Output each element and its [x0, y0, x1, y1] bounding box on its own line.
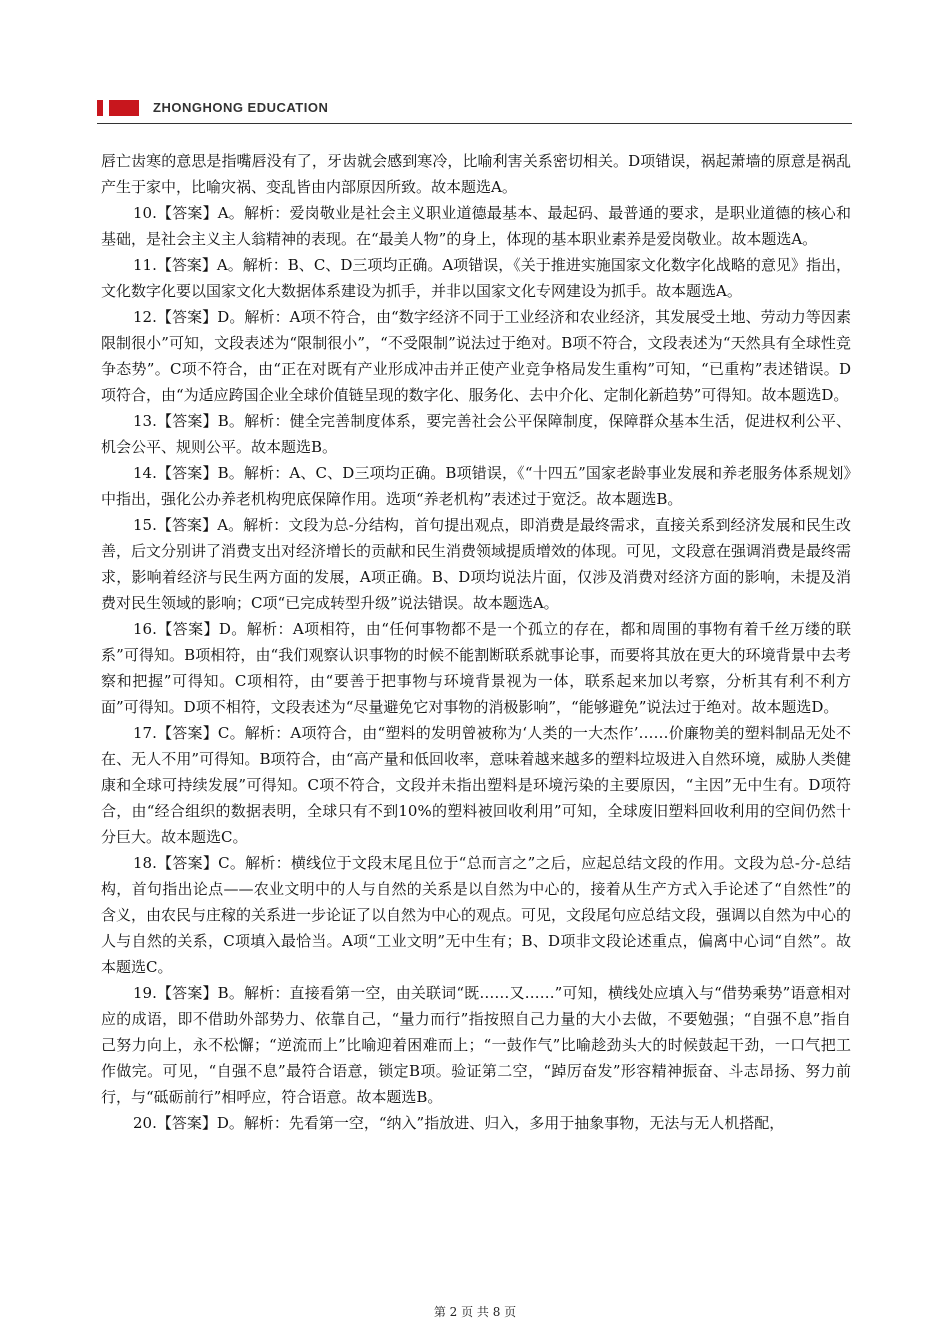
paragraph-continuation: 唇亡齿寒的意思是指嘴唇没有了，牙齿就会感到寒冷，比喻利害关系密切相关。D项错误，祸起萧墙的原意是祸乱产生于家中，比喻灾祸、变乱皆由内部原因所致。故本题选A。	[101, 152, 851, 196]
answer-20: 20.【答案】D。解析：先看第一空，“纳入”指放进、归入，多用于抽象事物，无法与无人机搭配，	[133, 1114, 785, 1132]
answer-13: 13.【答案】B。解析：健全完善制度体系，要完善社会公平保障制度，保障群众基本生活，促进权利公平、机会公平、规则公平。故本题选B。	[101, 412, 851, 456]
header-divider	[97, 123, 852, 124]
brand-logo-icon	[97, 100, 139, 116]
page-number: 第 2 页 共 8 页	[433, 1305, 517, 1319]
answer-18: 18.【答案】C。解析：横线位于文段末尾且位于“总而言之”之后，应起总结文段的作用。文段为总-分-总结构，首句指出论点——农业文明中的人与自然的关系是以自然为中心的，接着从生产方式入手论述了“自然性”的含义，由农民与庄稼的关系进一步论证了以自然为中心的观点。可见，文段尾句应总结文段，强调以自然为中心的人与自然的关系，C项填入最恰当。A项“工业文明”无中生有；B、D项非文段论述重点，偏离中心词“自然”。故本题选C。	[101, 854, 852, 976]
answer-11: 11.【答案】A。解析：B、C、D三项均正确。A项错误，《关于推进实施国家文化数字化战略的意见》指出，文化数字化要以国家文化大数据体系建设为抓手，并非以国家文化专网建设为抓手。故本题选A。	[101, 256, 851, 300]
answer-15: 15.【答案】A。解析：文段为总-分结构，首句提出观点，即消费是最终需求，直接关系到经济发展和民生改善，后文分别讲了消费支出对经济增长的贡献和民生消费领域提质增效的体现。可见，文段意在强调消费是最终需求，影响着经济与民生两方面的发展，A项正确。B、D项均说法片面，仅涉及消费对经济方面的影响，未提及消费对民生领域的影响；C项“已完成转型升级”说法错误。故本题选A。	[101, 516, 852, 612]
answer-16: 16.【答案】D。解析：A项相符，由“任何事物都不是一个孤立的存在，都和周围的事物有着千丝万缕的联系”可得知。B项相符，由“我们观察认识事物的时候不能割断联系就事论事，而要将其放在更大的环境背景中去考察和把握”可得知。C项相符，由“要善于把事物与环境背景视为一体，联系起来加以考察，分析其有利不利方面”可得知。D项不相符，文段表述为“尽量避免它对事物的消极影响”，“能够避免”说法过于绝对。故本题选D。	[101, 620, 851, 716]
answer-14: 14.【答案】B。解析：A、C、D三项均正确。B项错误，《“十四五”国家老龄事业发展和养老服务体系规划》中指出，强化公办养老机构兜底保障作用。选项“养老机构”表述过于宽泛。故本题选B。	[101, 464, 851, 508]
page-header	[97, 96, 852, 126]
answer-19: 19.【答案】B。解析：直接看第一空，由关联词“既……又……”可知，横线处应填入与“借势乘势”语意相对应的成语，即不借助外部势力、依靠自己，“量力而行”指按照自己力量的大小去做，不要勉强；“自强不息”指自己努力向上，永不松懈；“逆流而上”比喻迎着困难而上；“一鼓作气”比喻趁劲头大的时候鼓起干劲，一口气把工作做完。可见，“自强不息”最符合语意，锁定B项。验证第二空，“踔厉奋发”形容精神振奋、斗志昂扬、努力前行，与“砥砺前行”相呼应，符合语意。故本题选B。	[101, 984, 851, 1106]
answer-12: 12.【答案】D。解析：A项不符合，由“数字经济不同于工业经济和农业经济，其发展受土地、劳动力等因素限制很小”可知，文段表述为“限制很小”，“不受限制”说法过于绝对。B项不符合，文段表述为“天然具有全球性竞争态势”。C项不符合，由“正在对既有产业形成冲击并正使产业竞争格局发生重构”可知，“已重构”表述错误。D项符合，由“为适应跨国企业全球价值链呈现的数字化、服务化、去中介化、定制化新趋势”可得知。故本题选D。	[101, 308, 851, 404]
answer-explanations	[101, 148, 851, 1136]
answer-17: 17.【答案】C。解析：A项符合，由“塑料的发明曾被称为‘人类的一大杰作’……价廉物美的塑料制品无处不在、无人不用”可得知。B项符合，由“高产量和低回收率，意味着越来越多的塑料垃圾进入自然环境，威胁人类健康和全球可持续发展”可得知。C项不符合，文段并未指出塑料是环境污染的主要原因，“主因”无中生有。D项符合，由“经合组织的数据表明，全球只有不到10%的塑料被回收利用”可知，全球废旧塑料回收利用的空间仍然十分巨大。故本题选C。	[101, 724, 851, 846]
brand-name: ZHONGHONG EDUCATION	[153, 100, 329, 115]
answer-10: 10.【答案】A。解析：爱岗敬业是社会主义职业道德最基本、最起码、最普通的要求，是职业道德的核心和基础，是社会主义主人翁精神的表现。在“最美人物”的身上，体现的基本职业素养是爱岗敬业。故本题选A。	[101, 204, 851, 248]
